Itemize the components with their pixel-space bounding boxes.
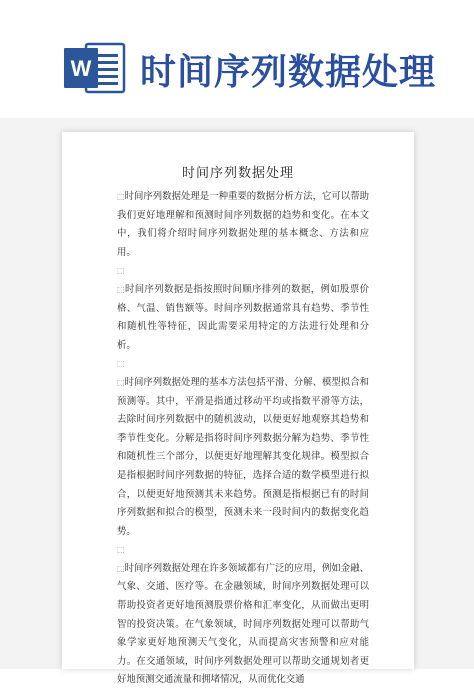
header-banner — [0, 0, 474, 118]
document-title: 时间序列数据处理 — [181, 166, 294, 181]
paragraph-text: 时间序列数据是指按照时间顺序排列的数据，例如股票价格、气温、销售额等。时间序列数据通常具有趋势、季节性和随机性等特征，因此需要采用特定的方法进行处理和分析。 — [117, 283, 369, 351]
paragraph-mark-icon: ⬚ — [117, 284, 125, 294]
document-body — [117, 188, 369, 690]
empty-paragraph-mark-icon: ⬚ — [117, 359, 125, 369]
paragraph-mark-icon: ⬚ — [117, 377, 125, 387]
empty-paragraph-mark-icon: ⬚ — [117, 545, 125, 555]
paragraph — [117, 374, 369, 541]
paragraph-text: 时间序列数据处理在许多领域都有广泛的应用，例如金融、气象、交通、医疗等。在金融领域，时间序列数据处理可以帮助投资者更好地预测股票价格和汇率变化，从而做出更明智的投资决策。在气象领域，时间序列数据处理可以帮助气象学家更好地预测天气变化，从而提高灾害预警和应对能力。在交通领域，时间序列数据处理可以帮助交通规划者更好地预测交通流量和拥堵情况，从而优化交通 — [117, 562, 369, 686]
word-icon — [64, 40, 126, 96]
paragraph-text: 时间序列数据处理的基本方法包括平滑、分解、模型拟合和预测等。其中，平滑是指通过移动平均或指数平滑等方法，去除时间序列数据中的随机波动，以便更好地观察其趋势和季节性变化。分解是指将时间序列数据分解为趋势、季节性和随机性三个部分，以便更好地理解其变化规律。模型拟合是指根据时间序列数据的特征，选择合适的数学模型进行拟合，以便更好地预测其未来趋势。预测是指根据已有的时间序列数据和拟合的模型，预测未来一段时间内的数据变化趋势。 — [117, 376, 369, 537]
word-logo-letter: W — [70, 56, 92, 81]
paragraph — [117, 560, 369, 690]
paragraph — [117, 281, 369, 355]
empty-paragraph-mark-icon: ⬚ — [117, 266, 125, 276]
paragraph — [117, 188, 369, 262]
document-page — [62, 132, 414, 686]
paragraph-text: 时间序列数据处理是一种重要的数据分析方法，它可以帮助我们更好地理解和预测时间序列数据的趋势和变化。在本文中，我们将介绍时间序列数据处理的基本概念、方法和应用。 — [117, 191, 369, 258]
paragraph-mark-icon: ⬚ — [117, 563, 125, 573]
paragraph-mark-icon: ⬚ — [117, 192, 125, 201]
banner-title: 时间序列数据处理 — [140, 52, 437, 93]
